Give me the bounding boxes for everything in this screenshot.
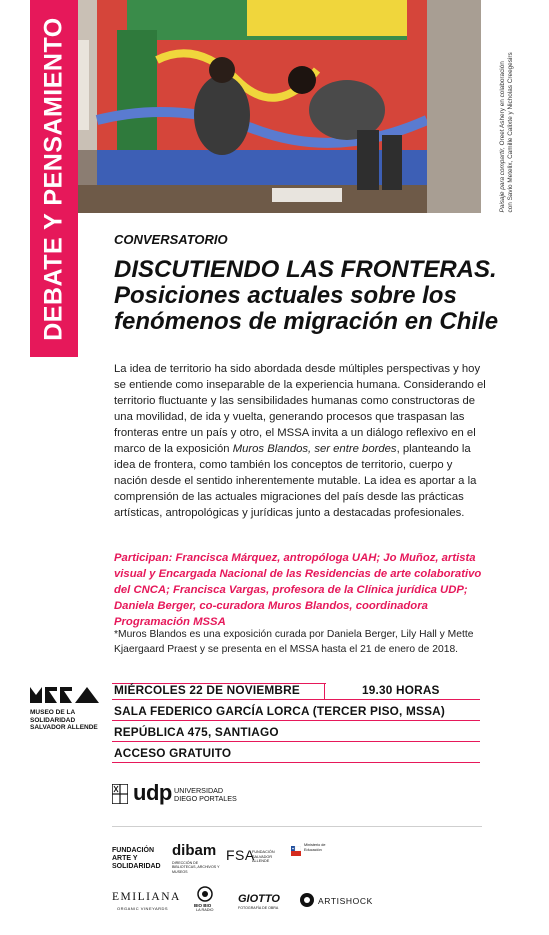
credit-line2: con Savio Metelix, Camille Calixte y Nicholas Creegesirs: [507, 52, 514, 213]
section-band: [30, 0, 78, 357]
biobio-logo: BIO BIO: [194, 903, 212, 908]
info-divider: [112, 699, 480, 700]
udp-name: [174, 787, 237, 803]
museum-name-line2: SOLIDARIDAD: [30, 716, 76, 724]
description-part-2: , planteando la idea de frontera, como también los conceptos de territorio, cuerpo y nación desde el sentido inherentemente mutable. La idea es aportar a la comprensión de las actuales migraciones del país desde las prácticas artísticas, antropológicas y jurídicas junto a destacadas profesionales.: [114, 443, 477, 519]
credit-title: Paisaje para compartir,: [499, 147, 506, 213]
dibam-sub: DIRECCIÓN DE BIBLIOTECAS, ARCHIVOS Y MUSEOS: [172, 861, 220, 874]
fundacion-logo: [112, 847, 161, 871]
exhibition-title: Muros Blandos, ser entre bordes: [232, 443, 397, 455]
emiliana-sub: ORGANIC VINEYARDS: [117, 906, 169, 911]
info-divider: [112, 741, 480, 742]
section-label: DEBATE Y PENSAMIENTO: [39, 16, 68, 341]
info-divider-vertical: [324, 683, 325, 700]
udp-shield-icon: [112, 784, 128, 809]
info-divider: [112, 720, 480, 721]
udp-logo: udp: [133, 780, 172, 805]
exhibition-note: *Muros Blandos es una exposición curada por Daniela Berger, Lily Hall y Mette Kjaergaard Praest y se presenta en el MSSA hasta el 21 de enero de 2018.: [114, 629, 474, 655]
photo-credit: [487, 8, 527, 213]
credit-line1: Oreet Ashery en colaboración: [499, 61, 506, 148]
title-line-3: fenómenos de migración en Chile: [114, 308, 499, 335]
event-time: 19.30 HORAS: [362, 683, 440, 697]
museum-logo: [30, 683, 102, 710]
museum-name-line3: SALVADOR ALLENDE: [30, 724, 98, 731]
event-title: [114, 257, 534, 335]
fsa-sub: FUNDACIÓN SALVADOR ALLENDE: [252, 850, 275, 863]
emiliana-logo: EMILIANA: [112, 891, 181, 903]
fsa-logo: FSA: [226, 847, 255, 863]
description-part-1: La idea de territorio ha sido abordada desde múltiples perspectivas y hoy se entiende como inseparable de la experiencia humana. Considerando el territorio fluctuante y las sensibilidades humanas como constructoras de una movilidad, de ida y vuelta, generando procesos que traspasan las fronteras entre un país y otro, el MSSA invita a un diálogo reflexivo en el marco de la exposición: [114, 363, 486, 455]
title-line-1: DISCUTIENDO LAS FRONTERAS.: [114, 256, 497, 283]
sponsor-divider: [112, 826, 482, 827]
artishock-icon: [299, 892, 315, 913]
event-date: MIÉRCOLES 22 DE NOVIEMBRE: [114, 683, 300, 697]
event-kicker: CONVERSATORIO: [114, 232, 228, 247]
udp-name-line1: UNIVERSIDAD: [174, 786, 224, 795]
ministerio-logo: Ministerio de Educación: [304, 843, 326, 852]
biobio-sub: LA RADIO: [196, 908, 214, 912]
info-divider: [112, 762, 480, 763]
giotto-logo: GIOTTO: [238, 893, 280, 905]
udp-name-line2: DIEGO PORTALES: [174, 794, 237, 803]
event-description: [114, 361, 486, 521]
participants: Participan: Francisca Márquez, antropóloga UAH; Jo Muñoz, artista visual y Encargada Nacional de las Residencias de arte colaborativo del CNCA; Francisca Vargas, profesora de la Clínica jurídica UDP; Daniela Berger, co-curadora Muros Blandos, coordinadora Programación MSSA: [114, 552, 482, 628]
museum-name-line1: MUSEO DE LA: [30, 709, 76, 716]
ministerio-flag-icon: [291, 843, 301, 853]
event-photo: [57, 0, 481, 213]
fundacion-line2: ARTE Y: [112, 855, 138, 862]
event-venue: SALA FEDERICO GARCÍA LORCA (TERCER PISO, MSSA): [114, 704, 445, 718]
museum-name: [30, 709, 98, 732]
title-line-2: Posiciones actuales sobre los: [114, 282, 457, 309]
fundacion-line3: SOLIDARIDAD: [112, 863, 161, 870]
event-entry: ACCESO GRATUITO: [114, 746, 232, 760]
fundacion-line1: FUNDACIÓN: [112, 847, 154, 854]
mssa-logo-icon: [30, 683, 102, 705]
artishock-logo: ARTISHOCK: [318, 896, 373, 906]
event-address: REPÚBLICA 475, SANTIAGO: [114, 725, 279, 739]
giotto-sub: FOTOGRAFÍA DE OBRA: [238, 906, 279, 910]
dibam-logo: dibam: [172, 842, 217, 859]
